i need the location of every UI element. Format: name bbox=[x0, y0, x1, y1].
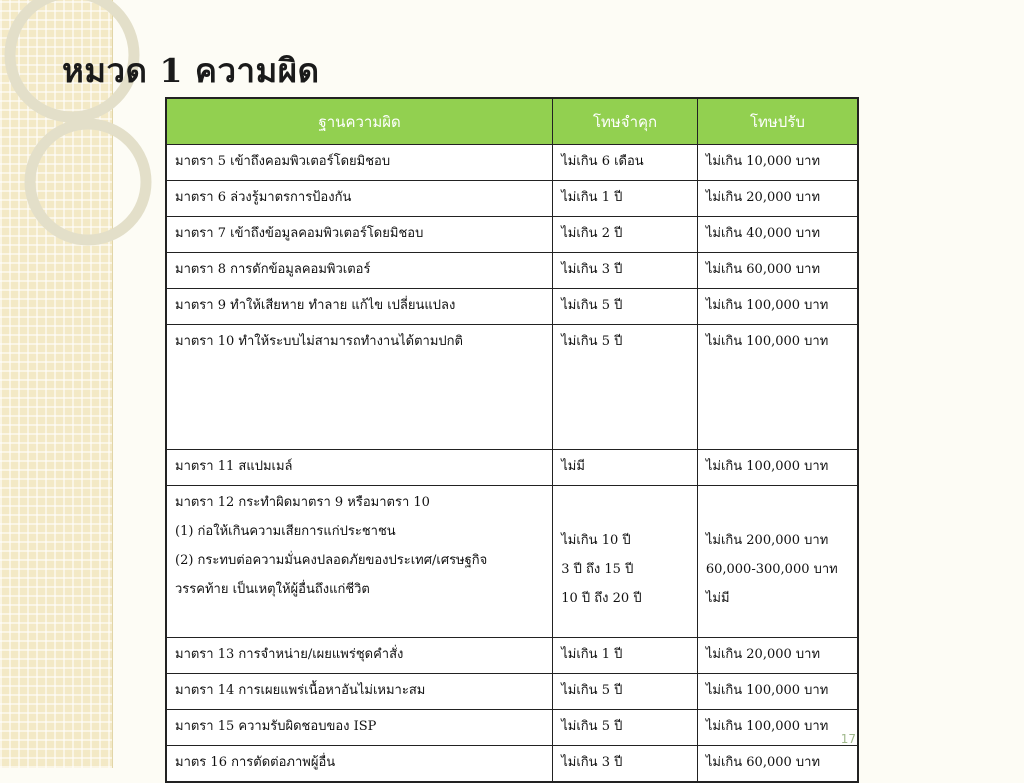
fine-line: 60,000-300,000 บาท bbox=[705, 562, 838, 577]
table-row bbox=[166, 638, 858, 674]
header-prison: โทษจำคุก bbox=[553, 98, 698, 145]
table-header-row bbox=[166, 98, 858, 145]
offense-cell: มาตร 16 การตัดต่อภาพผู้อื่น bbox=[166, 746, 553, 783]
fine-cell: ไม่เกิน 20,000 บาท bbox=[697, 638, 858, 674]
fine-cell: ไม่เกิน 20,000 บาท bbox=[697, 181, 858, 217]
fine-cell: ไม่เกิน 100,000 บาท bbox=[697, 450, 858, 486]
offense-line: (1) ก่อให้เกินความเสียการแก่ประชาชน bbox=[175, 524, 396, 539]
prison-cell: ไม่เกิน 3 ปี bbox=[553, 746, 698, 783]
table-row bbox=[166, 217, 858, 253]
offense-cell: มาตรา 11 สแปมเมล์ bbox=[166, 450, 553, 486]
offense-line: มาตรา 12 กระทำผิดมาตรา 9 หรือมาตรา 10 bbox=[175, 495, 430, 510]
page-title: หมวด 1 ความผิด bbox=[62, 51, 320, 90]
prison-cell: ไม่เกิน 5 ปี bbox=[553, 289, 698, 325]
table-row bbox=[166, 746, 858, 783]
offense-cell bbox=[166, 486, 553, 638]
table-row bbox=[166, 145, 858, 181]
slide-number: 17 bbox=[840, 732, 856, 746]
prison-cell: ไม่มี bbox=[553, 450, 698, 486]
offense-cell: มาตรา 5 เข้าถึงคอมพิวเตอร์โดยมิชอบ bbox=[166, 145, 553, 181]
offense-line: (2) กระทบต่อความมั่นคงปลอดภัยของประเทศ/เศรษฐกิจ bbox=[175, 553, 488, 568]
table-row bbox=[166, 450, 858, 486]
prison-line: 3 ปี ถึง 15 ปี bbox=[561, 562, 634, 577]
prison-cell: ไม่เกิน 5 ปี bbox=[553, 325, 698, 450]
fine-cell: ไม่เกิน 60,000 บาท bbox=[697, 253, 858, 289]
offense-cell: มาตรา 7 เข้าถึงข้อมูลคอมพิวเตอร์โดยมิชอบ bbox=[166, 217, 553, 253]
prison-line: 10 ปี ถึง 20 ปี bbox=[561, 591, 642, 606]
table-row bbox=[166, 253, 858, 289]
offense-cell: มาตรา 6 ล่วงรู้มาตรการป้องกัน bbox=[166, 181, 553, 217]
prison-cell: ไม่เกิน 1 ปี bbox=[553, 638, 698, 674]
prison-cell: ไม่เกิน 6 เดือน bbox=[553, 145, 698, 181]
prison-cell: ไม่เกิน 2 ปี bbox=[553, 217, 698, 253]
fine-cell bbox=[697, 486, 858, 638]
prison-line: ไม่เกิน 10 ปี bbox=[561, 533, 631, 548]
fine-cell: ไม่เกิน 100,000 บาท bbox=[697, 325, 858, 450]
fine-line: ไม่มี bbox=[705, 591, 730, 606]
prison-cell: ไม่เกิน 5 ปี bbox=[553, 710, 698, 746]
table-row bbox=[166, 289, 858, 325]
offense-cell: มาตรา 10 ทำให้ระบบไม่สามารถทำงานได้ตามปกติ bbox=[166, 325, 553, 450]
table-row bbox=[166, 710, 858, 746]
table-row bbox=[166, 181, 858, 217]
offense-cell: มาตรา 9 ทำให้เสียหาย ทำลาย แก้ไข เปลี่ยนแปลง bbox=[166, 289, 553, 325]
offense-cell: มาตรา 8 การดักข้อมูลคอมพิวเตอร์ bbox=[166, 253, 553, 289]
fine-cell: ไม่เกิน 100,000 บาท bbox=[697, 289, 858, 325]
table-row-section-12 bbox=[166, 486, 858, 638]
prison-cell: ไม่เกิน 5 ปี bbox=[553, 674, 698, 710]
fine-cell: ไม่เกิน 100,000 บาท bbox=[697, 710, 858, 746]
header-offense: ฐานความผิด bbox=[166, 98, 553, 145]
fine-cell: ไม่เกิน 10,000 บาท bbox=[697, 145, 858, 181]
table-row bbox=[166, 674, 858, 710]
table-row bbox=[166, 325, 858, 450]
offense-cell: มาตรา 15 ความรับผิดชอบของ ISP bbox=[166, 710, 553, 746]
fine-cell: ไม่เกิน 60,000 บาท bbox=[697, 746, 858, 783]
fine-cell: ไม่เกิน 100,000 บาท bbox=[697, 674, 858, 710]
header-fine: โทษปรับ bbox=[697, 98, 858, 145]
offense-cell: มาตรา 14 การเผยแพร่เนื้อหาอันไม่เหมาะสม bbox=[166, 674, 553, 710]
offense-line: วรรคท้าย เป็นเหตุให้ผู้อื่นถึงแก่ชีวิต bbox=[175, 582, 370, 597]
prison-cell: ไม่เกิน 3 ปี bbox=[553, 253, 698, 289]
prison-cell: ไม่เกิน 1 ปี bbox=[553, 181, 698, 217]
offense-cell: มาตรา 13 การจำหน่าย/เผยแพร่ชุดคำสั่ง bbox=[166, 638, 553, 674]
fine-line: ไม่เกิน 200,000 บาท bbox=[705, 533, 829, 548]
penalty-table bbox=[165, 97, 859, 783]
prison-cell bbox=[553, 486, 698, 638]
fine-cell: ไม่เกิน 40,000 บาท bbox=[697, 217, 858, 253]
